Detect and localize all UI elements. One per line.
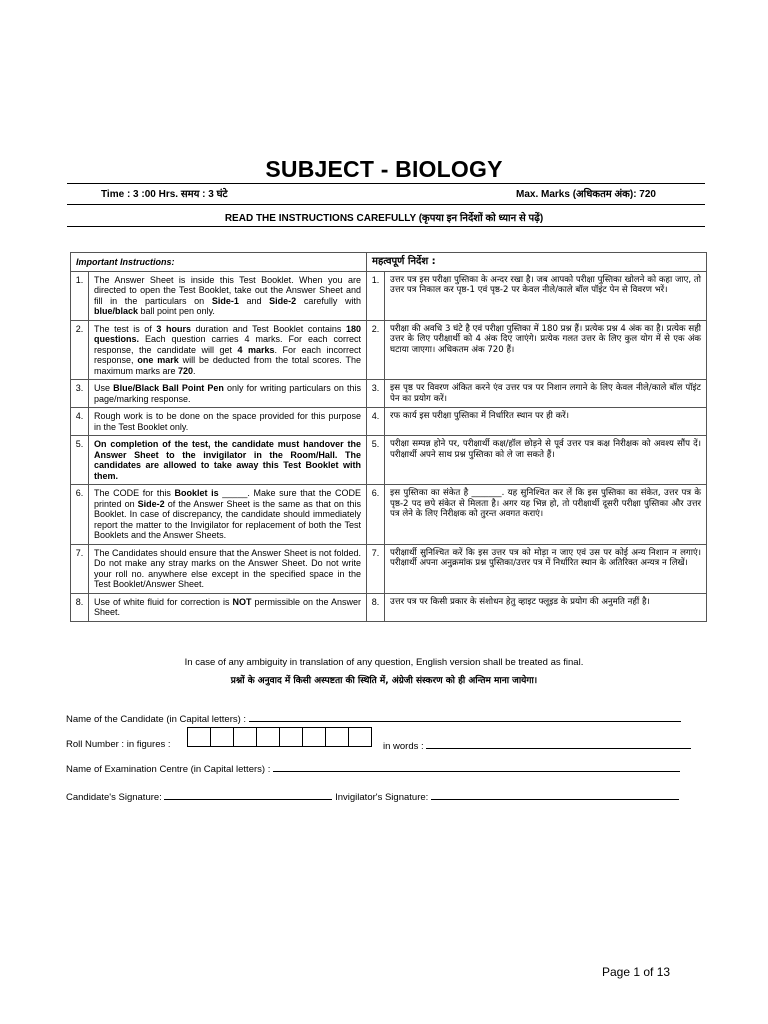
instruction-text-hi: इस पृष्ठ पर विवरण अंकित करने एंव उत्तर पत्र पर निशान लगाने के लिए केवल नीले/काले बॉल पॉइंट पेन का प्रयोग करें। — [385, 380, 707, 408]
instruction-row — [71, 380, 707, 408]
instruction-text-en: Use Blue/Black Ball Point Pen only for writing particulars on this page/marking response. — [89, 380, 367, 408]
max-marks-label: Max. Marks (अधिकतम अंक): 720 — [516, 189, 656, 200]
instruction-number-en: 4. — [71, 408, 89, 436]
instruction-text-en: The Answer Sheet is inside this Test Booklet. When you are directed to open the Test Booklet, take out the Answer Sheet and fill in the particulars on Side-1 and Side-2 carefully with blue/black ball point pen only. — [89, 271, 367, 320]
instruction-text-hi: रफ कार्य इस परीक्षा पुस्तिका में निर्धारित स्थान पर ही करें। — [385, 408, 707, 436]
exam-centre-label: Name of Examination Centre (in Capital letters) : — [66, 764, 271, 775]
instruction-number-en: 6. — [71, 485, 89, 545]
roll-words-row — [383, 739, 691, 752]
instruction-text-hi: परीक्षा की अवधि 3 घंटे है एवं परीक्षा पुस्तिका में 180 प्रश्न हैं। प्रत्येक प्रश्न 4 अंक का है। प्रत्येक सही उत्तर के लिए परीक्षार्थी को 4 अंक दिए जाएंगे। प्रत्येक गलत उत्तर के लिए कुल योग में से एक अंक घटाया जाएगा। अधिकतम अंक 720 हैं। — [385, 320, 707, 380]
instruction-text-hi: परीक्षार्थी सुनिश्चित करें कि इस उत्तर पत्र को मोड़ा न जाए एवं उस पर कोई अन्य निशान न लगाएं। परीक्षार्थी अपना अनुक्रमांक प्रश्न पुस्तिका/उत्तर पत्र में निर्धारित स्थान के अतिरिक्त अन्यत्र न लिखें। — [385, 544, 707, 593]
roll-digit-box[interactable] — [211, 728, 234, 746]
candidate-name-field[interactable] — [249, 712, 681, 722]
candidate-signature-row — [66, 790, 679, 803]
instruction-number-hi: 2. — [367, 320, 385, 380]
instruction-row — [71, 544, 707, 593]
roll-digit-box[interactable] — [234, 728, 257, 746]
invigilator-signature-field[interactable] — [431, 790, 679, 800]
exam-centre-field[interactable] — [273, 762, 680, 772]
roll-digit-box[interactable] — [257, 728, 280, 746]
candidate-name-label: Name of the Candidate (in Capital letters) : — [66, 714, 247, 725]
instruction-text-en: The Candidates should ensure that the Answer Sheet is not folded. Do not make any stray marks on the Answer Sheet. Do not write your roll no. anywhere else except in the specified space in the Test Booklet/Answer Sheet. — [89, 544, 367, 593]
instruction-number-hi: 3. — [367, 380, 385, 408]
candidate-signature-label: Candidate's Signature: — [66, 792, 162, 803]
instruction-number-en: 3. — [71, 380, 89, 408]
roll-digit-box[interactable] — [349, 728, 371, 746]
instruction-number-hi: 7. — [367, 544, 385, 593]
candidate-signature-field[interactable] — [164, 790, 332, 800]
ambiguity-note-en: In case of any ambiguity in translation of any question, English version shall be treated as final. — [184, 657, 584, 668]
roll-digit-box[interactable] — [280, 728, 303, 746]
time-label: Time : 3 :00 Hrs. समय : 3 घंटे — [101, 189, 228, 200]
instruction-text-en: Use of white fluid for correction is NOT permissible on the Answer Sheet. — [89, 593, 367, 621]
instruction-text-hi: उत्तर पत्र पर किसी प्रकार के संशोधन हेतु व्हाइट फ्लूइड के प्रयोग की अनुमति नहीं है। — [385, 593, 707, 621]
read-instructions-heading: READ THE INSTRUCTIONS CAREFULLY (कृपया इन निर्देशों को ध्यान से पढ़ें) — [224, 213, 544, 224]
exam-centre-row — [66, 762, 680, 775]
instruction-row — [71, 408, 707, 436]
instruction-text-en: Rough work is to be done on the space provided for this purpose in the Test Booklet only. — [89, 408, 367, 436]
divider — [67, 226, 705, 227]
instruction-number-hi: 5. — [367, 436, 385, 485]
instruction-row — [71, 485, 707, 545]
instruction-number-en: 5. — [71, 436, 89, 485]
instruction-number-hi: 6. — [367, 485, 385, 545]
instruction-row — [71, 320, 707, 380]
instruction-text-en: The CODE for this Booklet is _____. Make sure that the CODE printed on Side-2 of the Answer Sheet is the same as that on this Booklet. In case of discrepancy, the candidate should immediately report the matter to the Invigilator for replacement of both the Test Booklets and the Answer Sheets. — [89, 485, 367, 545]
instruction-row — [71, 271, 707, 320]
instruction-number-hi: 1. — [367, 271, 385, 320]
roll-words-label: in words : — [383, 741, 424, 752]
roll-figures-label: Roll Number : in figures : — [66, 739, 171, 750]
instructions-table — [70, 252, 707, 622]
roll-digit-box[interactable] — [303, 728, 326, 746]
page-title: SUBJECT - BIOLOGY — [265, 156, 503, 182]
instruction-number-hi: 8. — [367, 593, 385, 621]
roll-number-boxes[interactable] — [187, 727, 372, 747]
divider — [67, 204, 705, 205]
ambiguity-note-hi: प्रश्नों के अनुवाद में किसी अस्पष्टता की स्थिति में, अंग्रेजी संस्करण को ही अन्तिम माना जायेगा। — [230, 676, 538, 686]
instruction-row — [71, 593, 707, 621]
invigilator-signature-label: Invigilator's Signature: — [335, 792, 429, 803]
instructions-header-hi: महत्वपूर्ण निर्देश : — [367, 253, 707, 272]
page-number: Page 1 of 13 — [602, 965, 671, 979]
instruction-text-en: On completion of the test, the candidate must handover the Answer Sheet to the invigilator in the Room/Hall. The candidates are allowed to take away this Test Booklet with them. — [89, 436, 367, 485]
roll-digit-box[interactable] — [188, 728, 211, 746]
roll-words-field[interactable] — [426, 739, 691, 749]
instruction-number-hi: 4. — [367, 408, 385, 436]
instruction-number-en: 8. — [71, 593, 89, 621]
instruction-row — [71, 436, 707, 485]
instruction-text-hi: इस पुस्तिका का संकेत है _______. यह सुनिश्चित कर लें कि इस पुस्तिका का संकेत, उत्तर पत्र के पृष्ठ-2 पद छपे संकेत से मिलता है। अगर यह भिन्न हो, तो परीक्षार्थी दूसरी परीक्षा पुस्तिका और उत्तर पत्र लेने के लिए निरीक्षक को तुरन्त अवगत कराएं। — [385, 485, 707, 545]
instructions-header-en: Important Instructions: — [71, 253, 367, 272]
roll-digit-box[interactable] — [326, 728, 349, 746]
instruction-number-en: 2. — [71, 320, 89, 380]
instruction-number-en: 1. — [71, 271, 89, 320]
instruction-text-hi: परीक्षा सम्पन्न होने पर, परीक्षार्थी कक्ष/हॉल छोड़ने से पूर्व उत्तर पत्र कक्ष निरीक्षक को अवश्य सौंप दें। परीक्षार्थी अपने साथ प्रश्न पुस्तिका को ले जा सकते हैं। — [385, 436, 707, 485]
instruction-number-en: 7. — [71, 544, 89, 593]
divider — [67, 183, 705, 184]
instruction-text-hi: उत्तर पत्र इस परीक्षा पुस्तिका के अन्दर रखा है। जब आपको परीक्षा पुस्तिका खोलने को कहा जाए, तो उत्तर पत्र निकाल कर पृष्ठ-1 एवं पृष्ठ-2 पर केवल नीले/काले बॉल पॉइंट पेन से विवरण भरें। — [385, 271, 707, 320]
candidate-name-row — [66, 712, 681, 725]
instruction-text-en: The test is of 3 hours duration and Test Booklet contains 180 questions. Each question carries 4 marks. For each correct response, the candidate will get 4 marks. For each incorrect response, one mark will be deducted from the total scores. The maximum marks are 720. — [89, 320, 367, 380]
